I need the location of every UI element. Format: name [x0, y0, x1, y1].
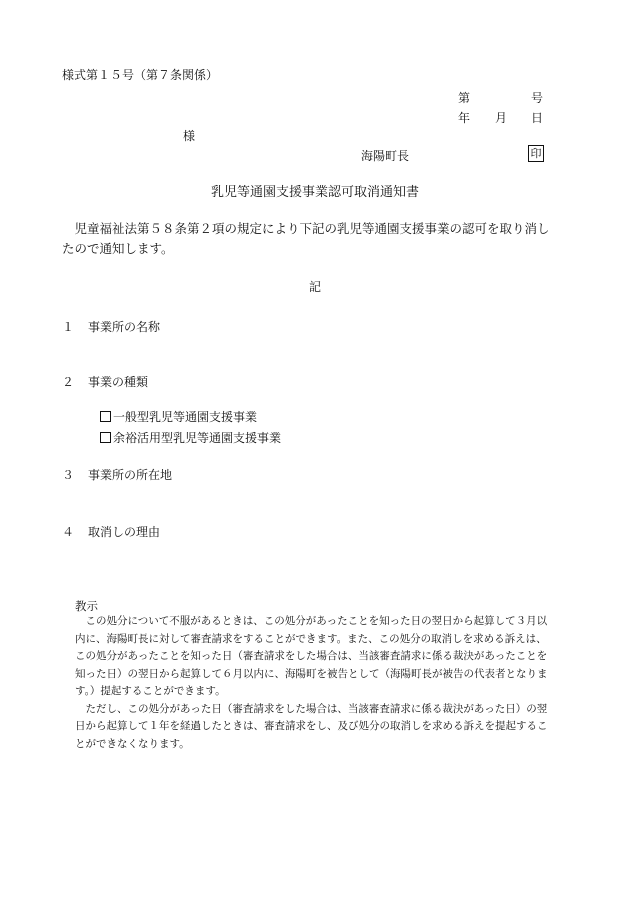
item-facility-address: [62, 466, 172, 483]
item-number: １: [62, 320, 75, 334]
form-number: 様式第１５号（第７条関係）: [62, 68, 219, 82]
item-label: 事業所の所在地: [88, 468, 173, 482]
notice-body: [75, 613, 557, 753]
date-month-label: 月: [495, 111, 508, 125]
document-number-prefix: 第: [458, 91, 471, 105]
item-revocation-reason: [62, 523, 160, 540]
item-number: ４: [62, 525, 75, 539]
item-label: 事業の種類: [88, 375, 149, 389]
ki-heading: 記: [308, 280, 321, 294]
type-option-label: 一般型乳児等通園支援事業: [113, 410, 258, 424]
notice-paragraph-1: この処分について不服があるときは、この処分があったことを知った日の翌日から起算して３月以内に、海陽町長に対して審査請求をすることができます。また、この処分の取消しを求める訴えは、この処分があったことを知った日（審査請求をした場合は、当該審査請求に係る裁決があったことを知った日）の翌日から起算して６月以内に、海陽町を被告として（海陽町長が被告の代表者となります。）提起することができます。: [75, 615, 548, 697]
notice-paragraph-2: ただし、この処分があった日（審査請求をした場合は、当該審査請求に係る裁決があった日）の翌日から起算して１年を経過したときは、審査請求をし、及び処分の取消しを求める訴えを提起することができなくなります。: [75, 702, 548, 750]
type-option-general: [100, 408, 257, 425]
seal-icon: 印: [528, 145, 544, 162]
item-business-type: [62, 373, 148, 390]
checkbox-icon: [100, 411, 111, 422]
type-option-label: 余裕活用型乳児等通園支援事業: [113, 431, 282, 445]
body-text: 児童福祉法第５８条第２項の規定により下記の乳児等通園支援事業の認可を取り消したので通知します。: [62, 221, 550, 256]
notice-heading: 教示: [75, 599, 98, 613]
checkbox-icon: [100, 432, 111, 443]
item-label: 事業所の名称: [88, 320, 161, 334]
date-day-label: 日: [531, 111, 544, 125]
issuer-name: 海陽町長: [361, 149, 410, 163]
document-title: 乳児等通園支援事業認可取消通知書: [210, 185, 419, 200]
type-option-surplus: [100, 429, 281, 446]
item-number: ３: [62, 468, 75, 482]
item-label: 取消しの理由: [88, 525, 161, 539]
date-year-label: 年: [458, 111, 471, 125]
item-number: ２: [62, 375, 75, 389]
addressee-suffix: 様: [183, 129, 196, 143]
document-number-suffix: 号: [531, 91, 544, 105]
item-facility-name: [62, 318, 160, 335]
body-paragraph: [62, 219, 562, 259]
